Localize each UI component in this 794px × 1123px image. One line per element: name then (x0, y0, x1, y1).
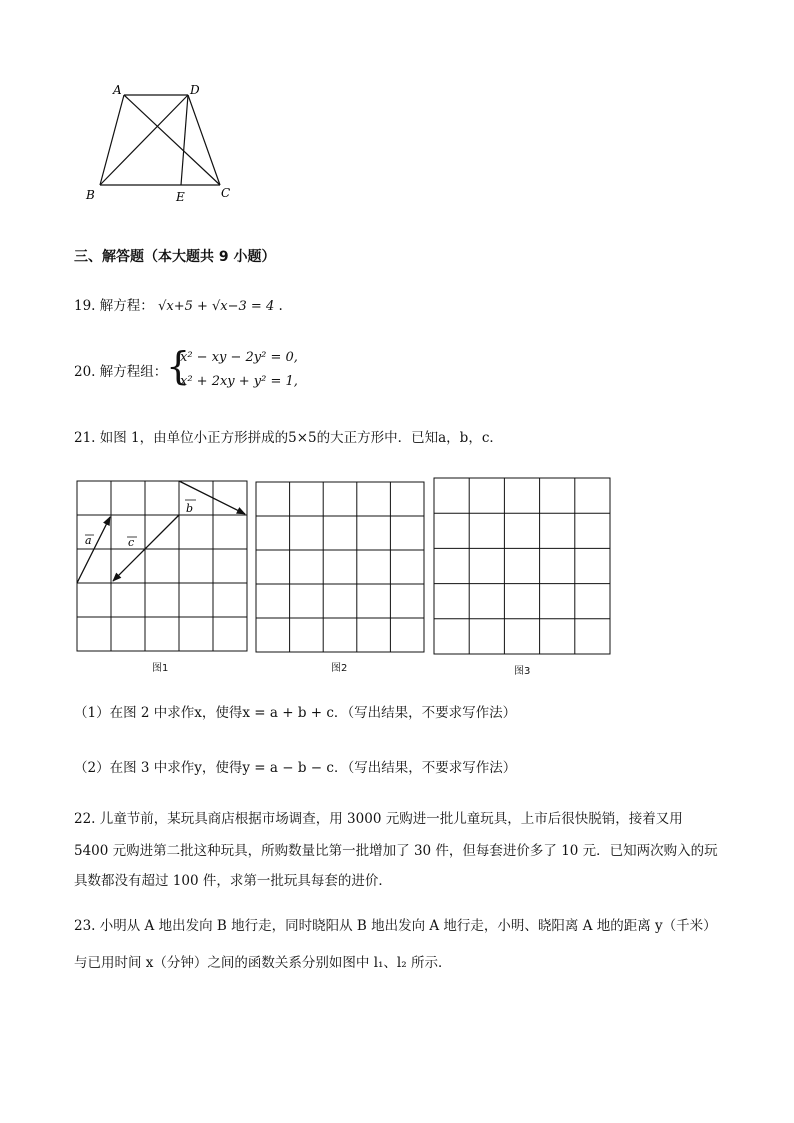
question-23-line1: 23. 小明从 A 地出发向 B 地行走，同时晓阳从 B 地出发向 A 地行走，小明、晓阳离 A 地的距离 y（千米） (74, 918, 717, 934)
trapezoid-figure (80, 80, 250, 210)
label-B: B (86, 188, 95, 202)
grid-figure-2 (255, 481, 427, 657)
question-22-line2: 5400 元购进第二批这种玩具，所购数量比第一批增加了 30 件，但每套进价多了 10 元．已知两次购入的玩 (74, 843, 718, 859)
q20-line2: x² + 2xy + y² = 1, (180, 374, 298, 389)
question-19 (74, 296, 283, 317)
label-E: E (176, 190, 185, 204)
vector-label-b: b (186, 502, 194, 515)
label-A: A (113, 83, 122, 97)
question-20 (74, 362, 167, 382)
q19-number: 19. (74, 298, 96, 314)
question-21-part2: （2）在图 3 中求作y，使得y = a − b − c．（写出结果，不要求写作法） (74, 760, 517, 776)
q20-line1: x² − xy − 2y² = 0, (180, 350, 298, 365)
question-21-part1: （1）在图 2 中求作x，使得x = a + b + c．（写出结果，不要求写作法） (74, 705, 517, 721)
q20-number: 20. (74, 364, 96, 380)
section-title: 三、解答题（本大题共 9 小题） (74, 249, 276, 265)
caption-figure-1: 图1 (152, 663, 169, 674)
q19-prefix: 解方程： (99, 298, 154, 314)
question-21-text: 21. 如图 1，由单位小正方形拼成的5×5的大正方形中．已知a，b，c． (74, 430, 503, 446)
q20-prefix: 解方程组： (99, 364, 168, 380)
q20-brace: { (166, 344, 191, 388)
vector-label-a: a (85, 534, 92, 547)
caption-figure-3: 图3 (514, 666, 531, 677)
question-22-line1: 22. 儿童节前，某玩具商店根据市场调查，用 3000 元购进一批儿童玩具，上市后很快脱销，接着又用 (74, 811, 683, 827)
label-C: C (221, 186, 231, 200)
question-22-line3: 具数都没有超过 100 件，求第一批玩具每套的进价． (74, 873, 392, 889)
q19-end: . (278, 298, 283, 314)
caption-figure-2: 图2 (331, 663, 348, 674)
vector-label-c: c (128, 536, 135, 549)
grid-figure-3 (433, 477, 613, 657)
grid-figure-1 (76, 480, 252, 656)
question-23-line2: 与已用时间 x（分钟）之间的函数关系分别如图中 l₁、l₂ 所示． (74, 955, 452, 971)
q19-equation: √x+5 + √x−3 = 4 (158, 299, 275, 314)
label-D: D (190, 83, 200, 97)
